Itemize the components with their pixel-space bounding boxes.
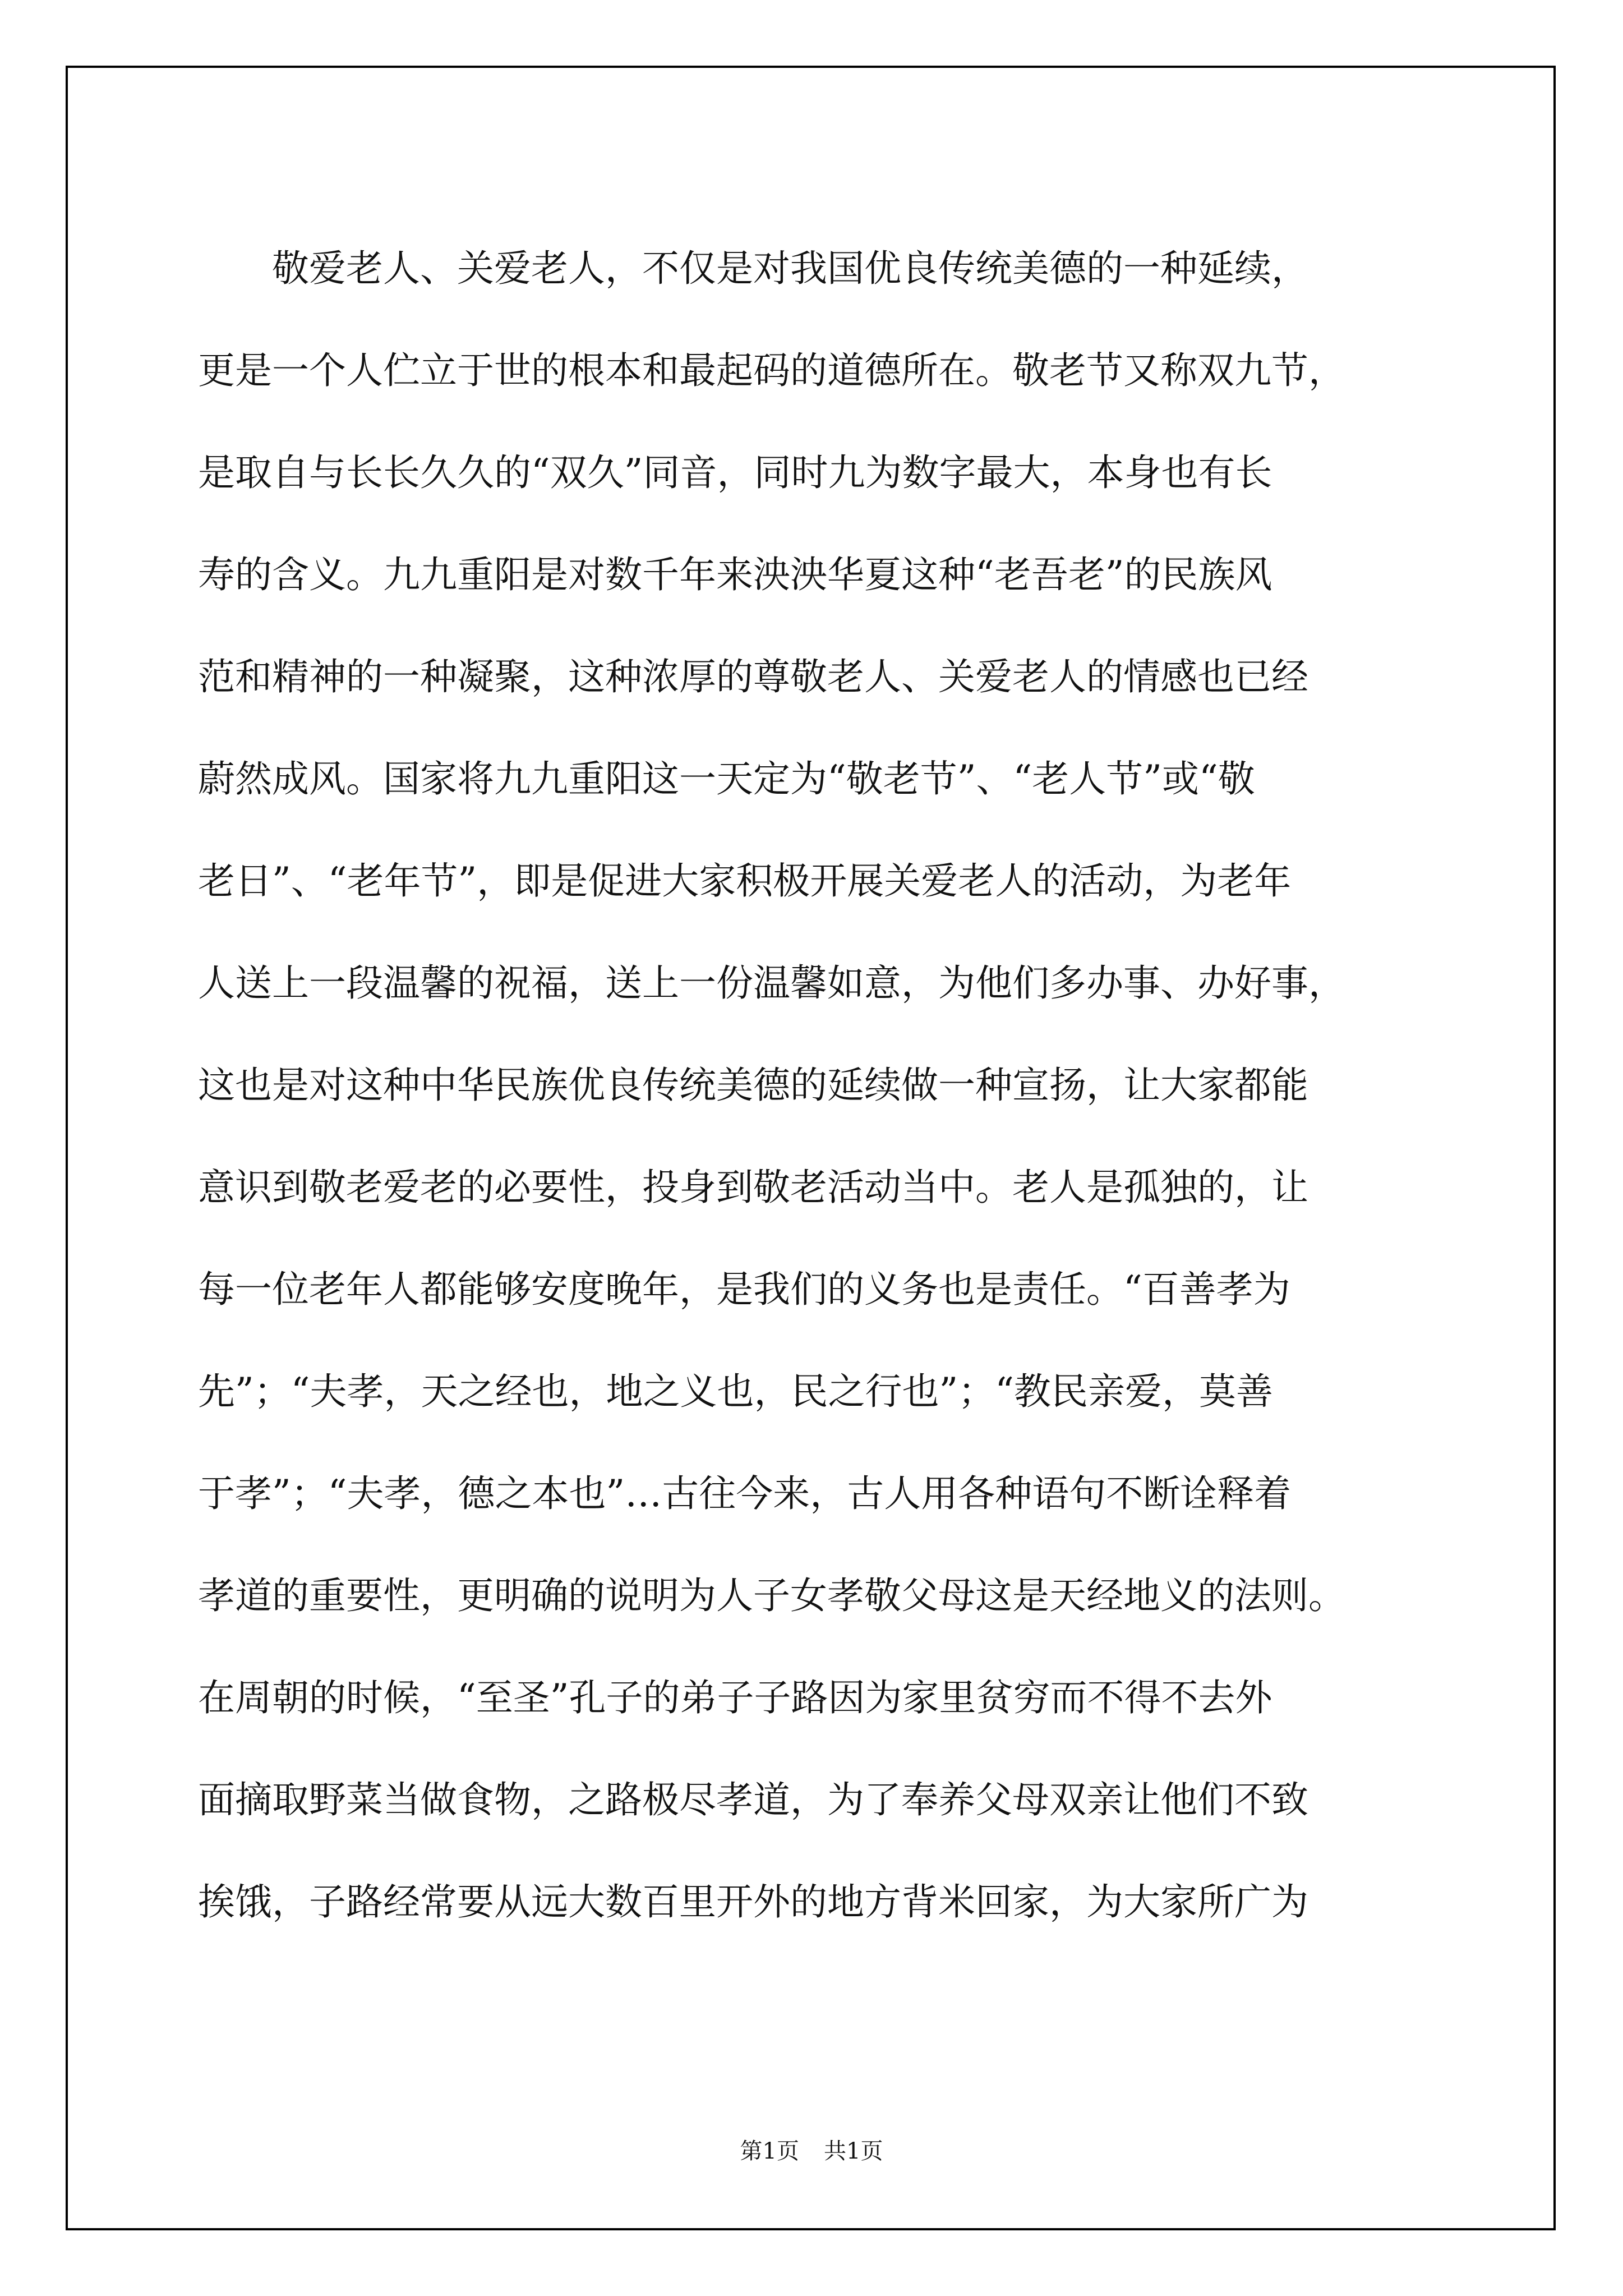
paragraph-line-15: 在周朝的时候，“至圣”孔子的弟子子路因为家里贫穷而不得不去外 xyxy=(198,1676,1272,1719)
paragraph-line-12: 先”；“夫孝，天之经也，地之义也，民之行也”；“教民亲爱，莫善 xyxy=(198,1370,1273,1413)
paragraph-line-14: 孝道的重要性，更明确的说明为人子女孝敬父母这是天经地义的法则。 xyxy=(198,1574,1345,1617)
paragraph-line-11: 每一位老年人都能够安度晚年，是我们的义务也是责任。“百善孝为 xyxy=(198,1268,1290,1311)
body-paragraph xyxy=(198,218,1454,1953)
paragraph-line-9: 这也是对这种中华民族优良传统美德的延续做一种宣扬，让大家都能 xyxy=(198,1064,1308,1107)
paragraph-line-1: 敬爱老人、关爱老人，不仅是对我国优良传统美德的一种延续， xyxy=(272,247,1308,290)
paragraph-line-6: 蔚然成风。国家将九九重阳这一天定为“敬老节”、“老人节”或“敬 xyxy=(198,757,1255,800)
paragraph-line-3: 是取自与长长久久的“双久”同音，同时九为数字最大，本身也有长 xyxy=(198,451,1272,494)
paragraph-line-16: 面摘取野菜当做食物，之路极尽孝道，为了奉养父母双亲让他们不致 xyxy=(198,1778,1308,1821)
page-total: 共1页 xyxy=(824,2138,883,2164)
paragraph-line-13: 于孝”；“夫孝，德之本也”…古往今来，古人用各种语句不断诠释着 xyxy=(198,1472,1292,1515)
paragraph-line-7: 老日”、“老年节”，即是促进大家积极开展关爱老人的活动，为老年 xyxy=(198,859,1292,903)
page-number: 第1页 xyxy=(740,2138,799,2164)
paragraph-line-10: 意识到敬老爱老的必要性，投身到敬老活动当中。老人是孤独的，让 xyxy=(198,1166,1308,1209)
paragraph-line-8: 人送上一段温馨的祝福，送上一份温馨如意，为他们多办事、办好事， xyxy=(198,961,1345,1005)
paragraph-line-17: 挨饿，子路经常要从远大数百里开外的地方背米回家，为大家所广为 xyxy=(198,1880,1308,1924)
page-footer xyxy=(0,2137,1623,2165)
paragraph-line-5: 范和精神的一种凝聚，这种浓厚的尊敬老人、关爱老人的情感也已经 xyxy=(198,655,1308,698)
paragraph-line-2: 更是一个人伫立于世的根本和最起码的道德所在。敬老节又称双九节， xyxy=(198,349,1345,392)
paragraph-line-4: 寿的含义。九九重阳是对数千年来泱泱华夏这种“老吾老”的民族风 xyxy=(198,553,1272,596)
